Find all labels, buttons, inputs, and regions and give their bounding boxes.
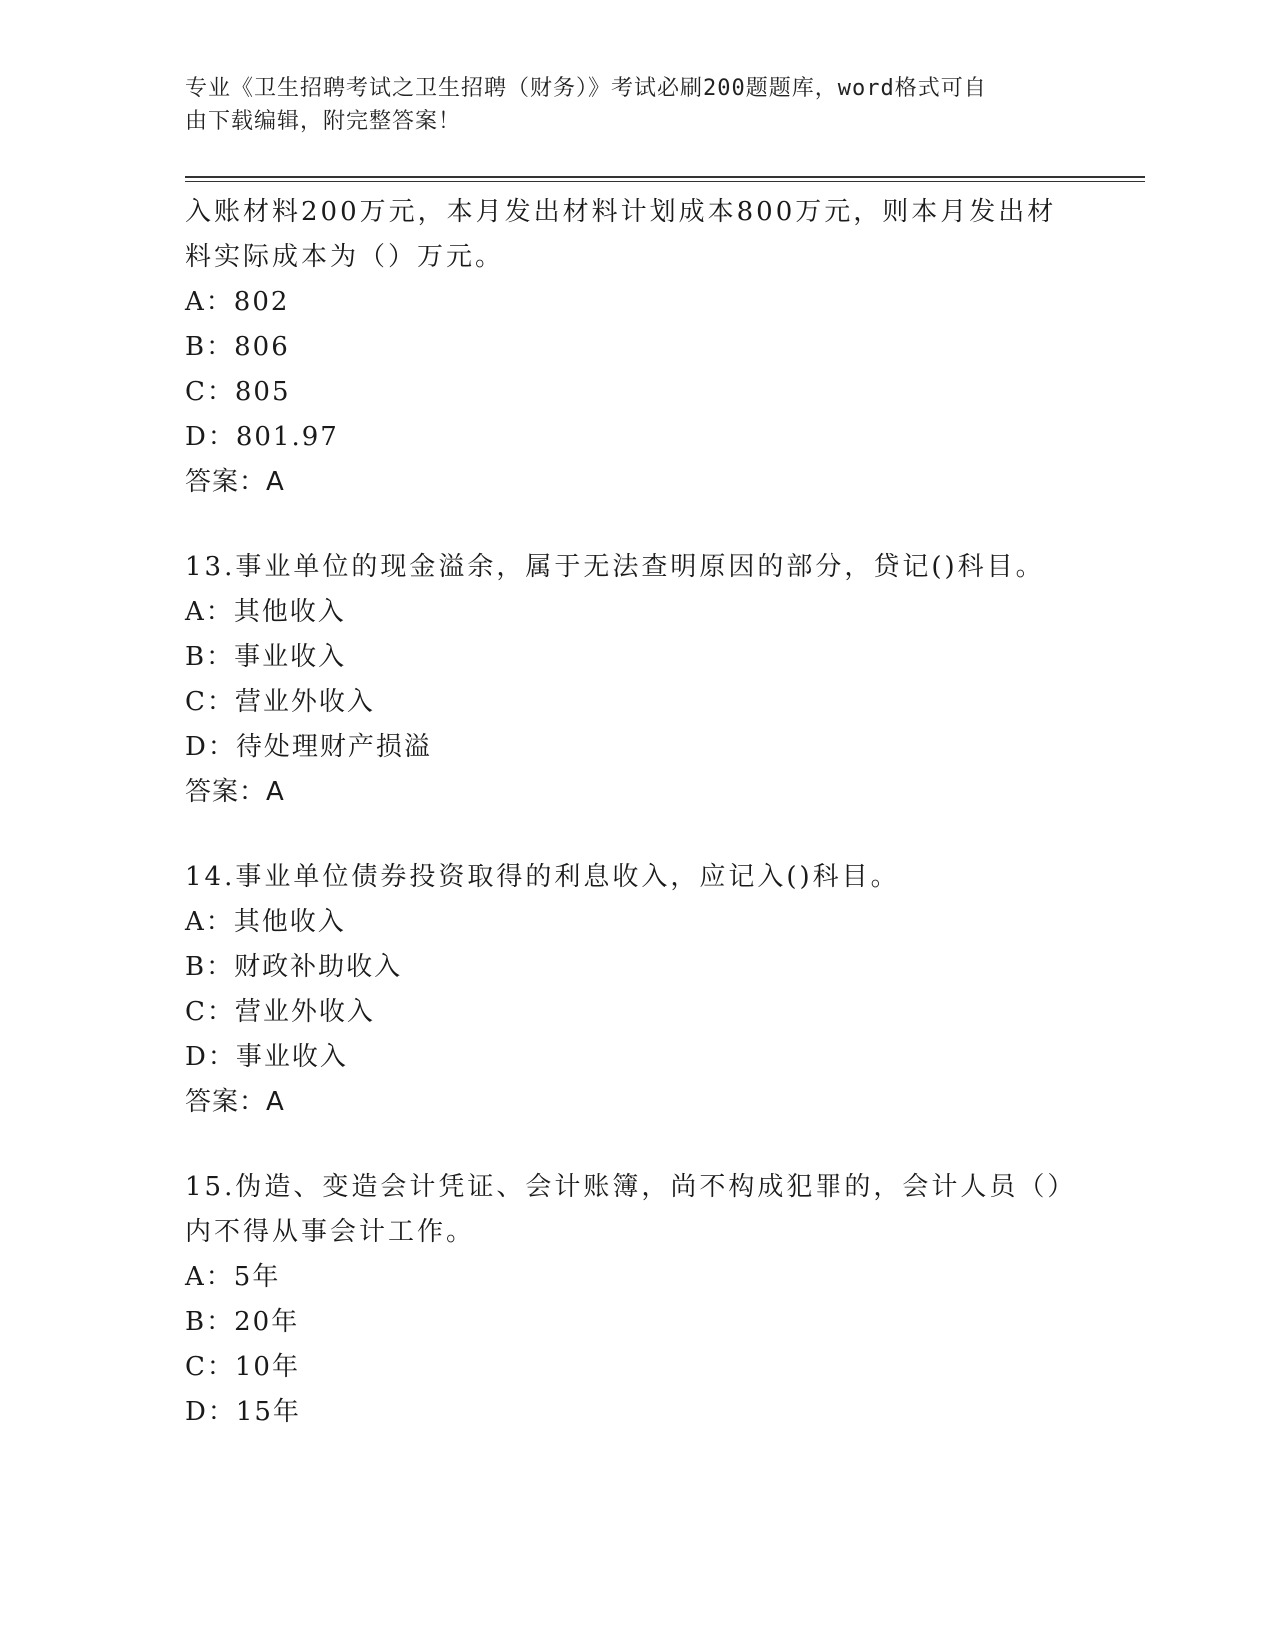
- option-d: D：待处理财产损溢: [185, 732, 432, 762]
- question-text-line-1: 13.事业单位的现金溢余，属于无法查明原因的部分，贷记()科目。: [185, 552, 1045, 582]
- option-c: C：10年: [185, 1352, 300, 1382]
- answer-line: 答案：A: [185, 777, 285, 807]
- option-d: D：801.97: [185, 422, 339, 452]
- question-block-15: [185, 1165, 1077, 1435]
- header-divider-thick: [185, 176, 1145, 178]
- option-c: C：营业外收入: [185, 997, 375, 1027]
- header-line-2: 由下载编辑，附完整答案！: [185, 109, 462, 134]
- question-text-line-2: 料实际成本为（）万元。: [185, 242, 505, 272]
- question-block-14: [185, 855, 1065, 1125]
- option-a: A：802: [185, 287, 290, 317]
- question-block-13: [185, 545, 1065, 815]
- header-line-1: 专业《卫生招聘考试之卫生招聘（财务）》考试必刷200题题库，word格式可自: [185, 76, 987, 101]
- answer-line: 答案：A: [185, 467, 285, 497]
- option-d: D：15年: [185, 1397, 301, 1427]
- question-text-line-1: 15.伪造、变造会计凭证、会计账簿，尚不构成犯罪的，会计人员（）: [185, 1172, 1077, 1202]
- option-b: B：财政补助收入: [185, 952, 403, 982]
- option-d: D：事业收入: [185, 1042, 348, 1072]
- page-header: [185, 72, 1065, 138]
- option-a: A：其他收入: [185, 597, 346, 627]
- option-b: B：事业收入: [185, 642, 347, 672]
- option-b: B：20年: [185, 1307, 300, 1337]
- option-c: C：805: [185, 377, 291, 407]
- option-c: C：营业外收入: [185, 687, 375, 717]
- document-body: [185, 190, 1077, 1435]
- question-text-line-2: 内不得从事会计工作。: [185, 1217, 476, 1247]
- option-a: A：其他收入: [185, 907, 346, 937]
- question-text-line-1: 14.事业单位债券投资取得的利息收入，应记入()科目。: [185, 862, 900, 892]
- answer-line: 答案：A: [185, 1087, 285, 1117]
- question-block-continued: [185, 190, 1065, 505]
- option-a: A：5年: [185, 1262, 281, 1292]
- header-divider-thin: [185, 181, 1145, 182]
- option-b: B：806: [185, 332, 290, 362]
- question-text-line-1: 入账材料200万元，本月发出材料计划成本800万元，则本月发出材: [185, 197, 1057, 227]
